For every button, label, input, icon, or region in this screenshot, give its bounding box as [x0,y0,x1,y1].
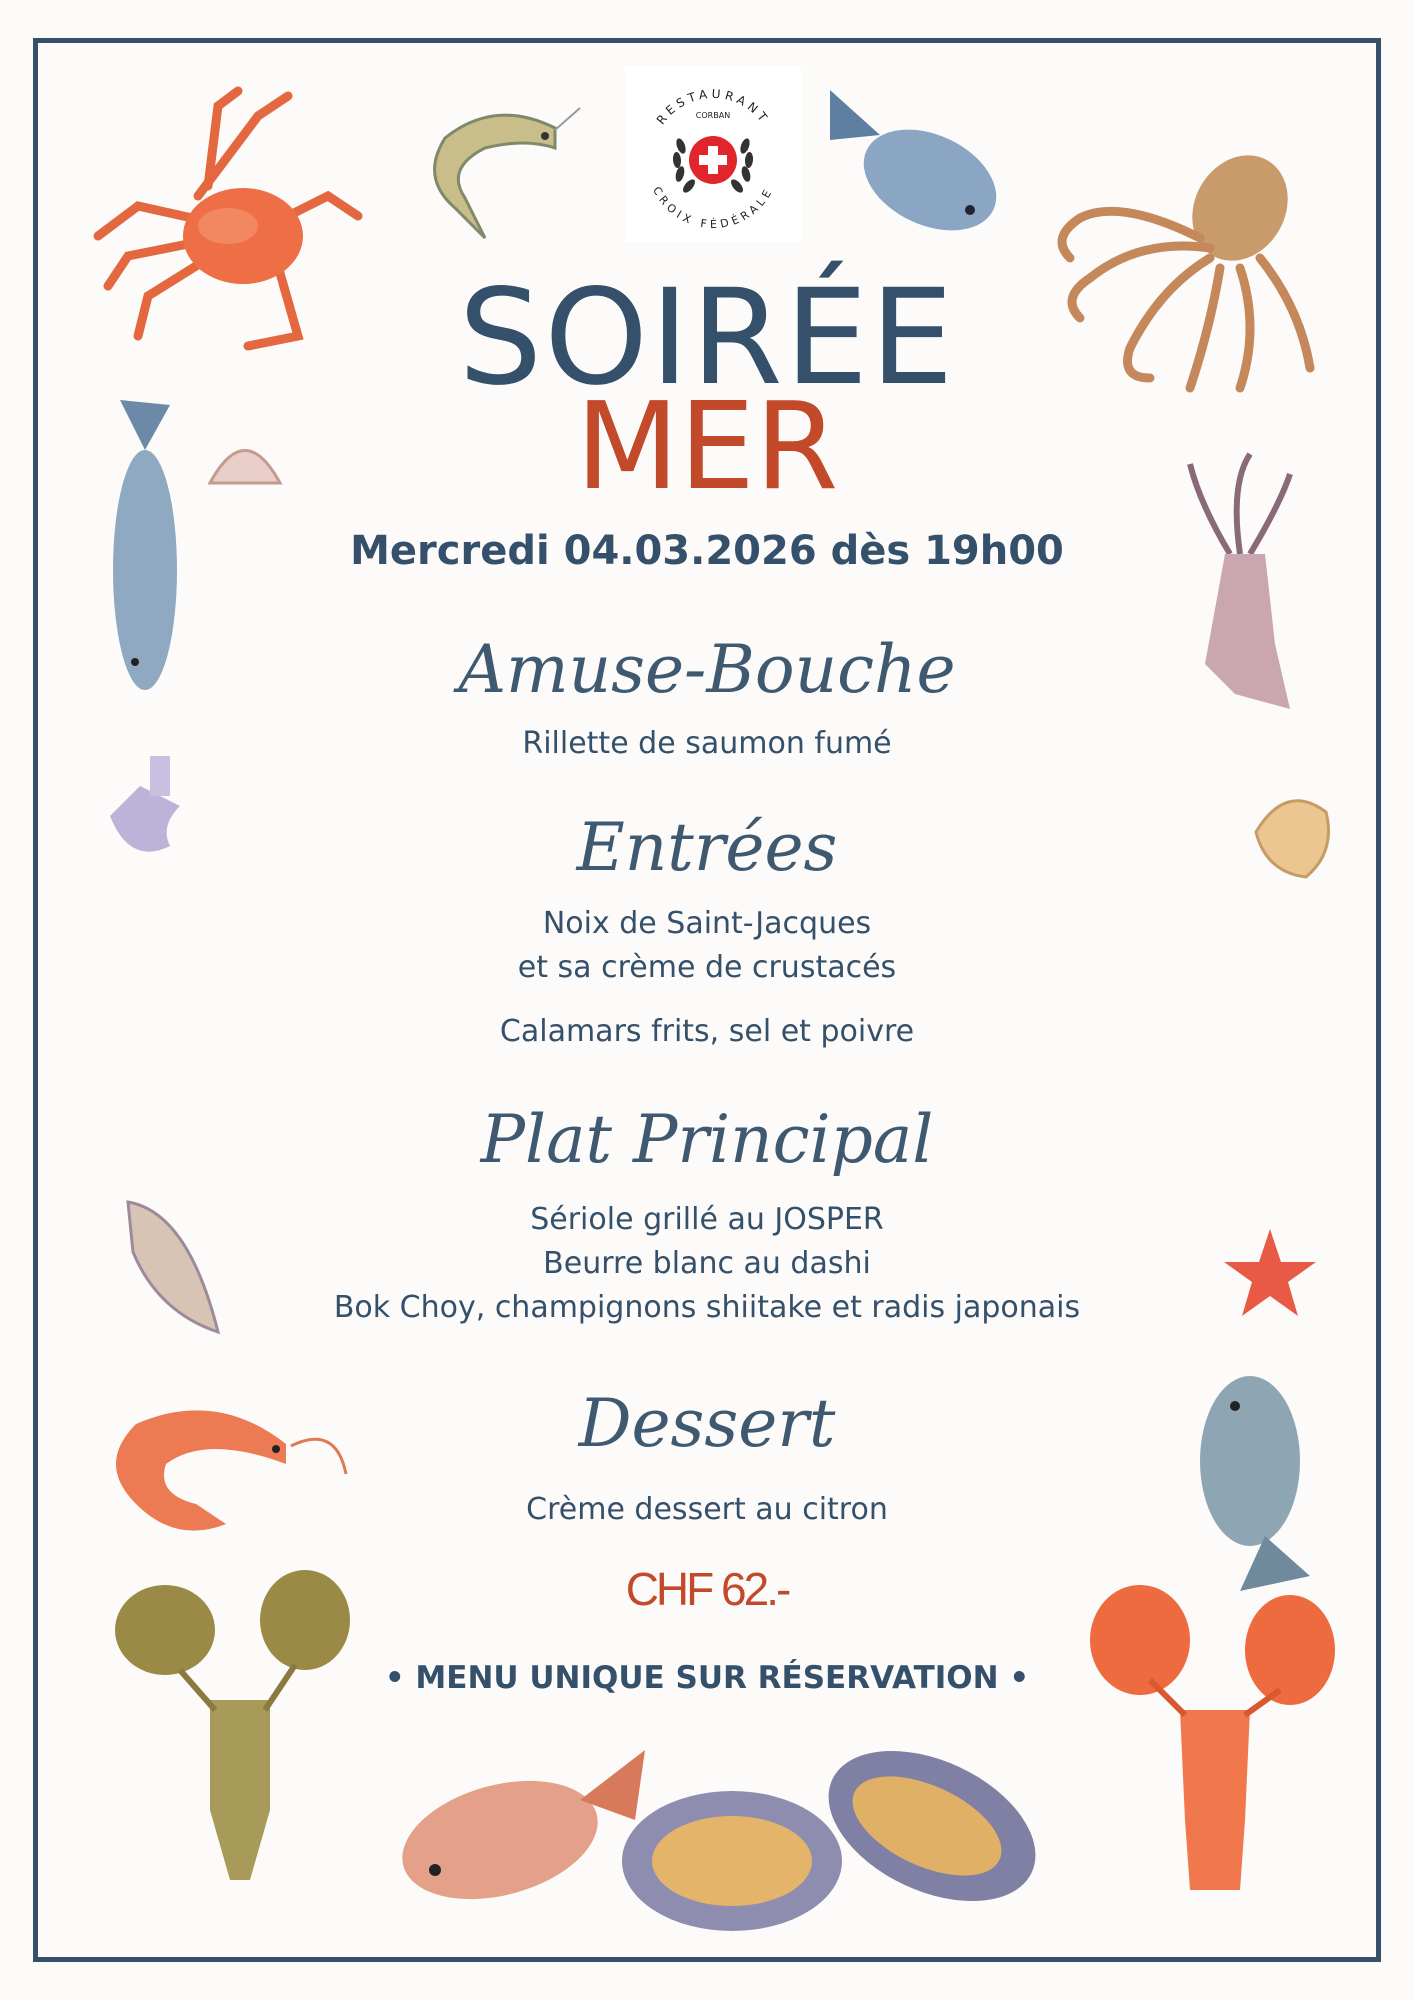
section-amuse-bouche-heading: Amuse-Bouche [458,631,956,708]
price: CHF 62.- [625,1563,789,1615]
swiss-cross-icon [689,136,737,184]
section-plat-principal-heading: Plat Principal [480,1101,934,1178]
fish-icon [820,80,1000,240]
reservation-note: • MENU UNIQUE SUR RÉSERVATION • [384,1660,1030,1696]
logo-middle-text: CORBAN [695,111,731,120]
logo-top-text: RESTAURANT [653,86,773,128]
restaurant-logo [625,66,801,242]
menu-item: Sériole grillé au JOSPER [530,1202,884,1237]
menu-item: Calamars frits, sel et poivre [499,1014,915,1049]
menu-item: Noix de Saint-Jacques [542,906,872,941]
section-dessert-heading: Dessert [578,1385,836,1462]
logo-bottom-text: CROIX FÉDÉRALE [650,184,776,232]
red-snapper-icon [400,1720,650,1910]
page-title: SOIRÉE [458,261,956,415]
event-date: Mercredi 04.03.2026 dès 19h00 [350,528,1064,574]
menu-item: Rillette de saumon fumé [522,726,892,761]
menu-item: Bok Choy, champignons shiitake et radis japonais [333,1290,1081,1325]
shrimp-icon [405,88,585,258]
mussels-icon [622,1746,1042,1946]
page-subtitle: MER [575,378,839,517]
menu-item: et sa crème de crustacés [517,950,897,985]
menu-item: Beurre blanc au dashi [543,1246,871,1281]
section-entrees-heading: Entrées [576,809,838,886]
menu-item: Crème dessert au citron [526,1492,888,1527]
